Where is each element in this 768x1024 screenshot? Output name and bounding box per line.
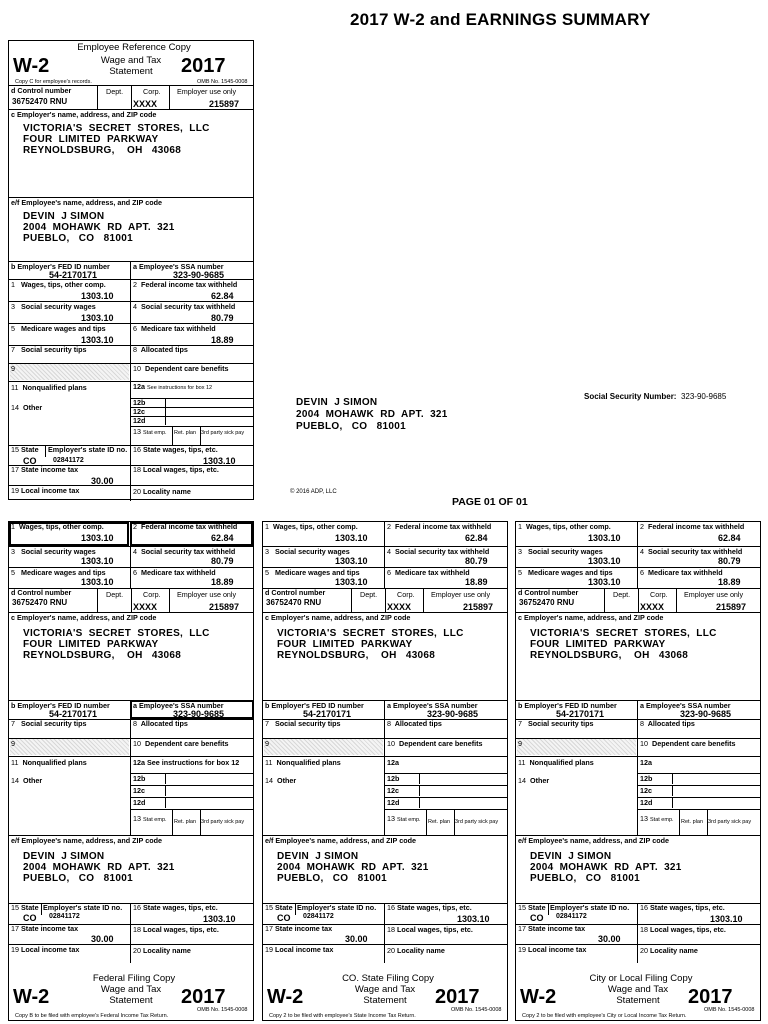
corp-label: Corp.: [397, 590, 415, 599]
w2-state-filing-copy: [262, 521, 508, 1021]
box18-label: 18 Local wages, tips, etc.: [133, 925, 219, 934]
box1-label: 1 Wages, tips, other comp.: [11, 522, 104, 531]
box17-value: 30.00: [91, 476, 114, 486]
state-id-value: 02841172: [556, 913, 587, 920]
copy-title: Employee Reference Copy: [77, 42, 191, 53]
box20-label: 20 Locality name: [133, 487, 191, 496]
box4-label: 4 Social security tax withheld: [640, 547, 743, 556]
ssa-label: a Employee's SSA number: [640, 701, 731, 710]
employee-city: PUEBLO, CO 81001: [277, 873, 387, 884]
copy-title: Federal Filing Copy: [92, 973, 176, 984]
box6-value: 18.89: [211, 335, 234, 345]
employer-name-label: c Employer's name, address, and ZIP code: [11, 110, 157, 119]
state-value: CO: [530, 913, 544, 923]
dept-label: Dept.: [106, 590, 124, 599]
state-id-value: 02841172: [53, 457, 84, 464]
box1-label: 1 Wages, tips, other comp.: [11, 280, 106, 289]
box9-label: 9: [11, 739, 15, 748]
omb-number: OMB No. 1545-0008: [704, 1007, 755, 1013]
box18-label: 18 Local wages, tips, etc.: [640, 925, 726, 934]
wage-tax-statement: Wage and Tax Statement: [607, 984, 669, 1006]
box15-label: 15 State: [265, 903, 293, 912]
box4-value: 80.79: [465, 556, 488, 566]
box12c-label: 12c: [640, 786, 652, 795]
mailing-name: DEVIN J SIMON: [296, 397, 378, 408]
employee-name: DEVIN J SIMON: [23, 211, 105, 222]
box3-label: 3 Social security wages: [518, 547, 603, 556]
employer-use-value: 215897: [463, 602, 494, 612]
box2-value: 62.84: [718, 533, 741, 543]
employer-city: REYNOLDSBURG, OH 43068: [23, 650, 182, 661]
box9-shaded: [10, 739, 129, 755]
employee-street: 2004 MOHAWK RD APT. 321: [23, 862, 175, 873]
box3-label: 3 Social security wages: [11, 302, 96, 311]
control-number-label: d Control number: [11, 86, 72, 95]
employer-use-label: Employer use only: [684, 590, 744, 599]
box12d-label: 12d: [133, 416, 146, 425]
box3-value: 1303.10: [588, 556, 621, 566]
ret-plan-label: Ret. plan: [681, 819, 704, 825]
box16-label: 16 State wages, tips, etc.: [133, 445, 218, 454]
ret-plan-label: Ret. plan: [174, 819, 197, 825]
ssa-label: a Employee's SSA number: [387, 701, 478, 710]
employee-city: PUEBLO, CO 81001: [530, 873, 640, 884]
ssa-label: a Employee's SSA number: [133, 701, 224, 710]
control-number-label: d Control number: [265, 588, 326, 597]
box18-label: 18 Local wages, tips, etc.: [133, 465, 219, 474]
box16-label: 16 State wages, tips, etc.: [133, 903, 218, 912]
box1-value: 1303.10: [588, 533, 621, 543]
box2-label: 2 Federal income tax withheld: [133, 522, 238, 531]
employee-street: 2004 MOHAWK RD APT. 321: [277, 862, 429, 873]
box5-label: 5 Medicare wages and tips: [11, 568, 106, 577]
box3-label: 3 Social security wages: [11, 547, 96, 556]
wage-tax-statement: Wage and Tax Statement: [354, 984, 416, 1006]
control-number-label: d Control number: [11, 588, 72, 597]
control-number: 36752470 RNU: [519, 598, 575, 607]
employer-name: VICTORIA'S SECRET STORES, LLC: [23, 123, 210, 134]
employer-use-value: 215897: [209, 99, 240, 109]
employer-use-value: 215897: [209, 602, 240, 612]
box5-value: 1303.10: [81, 335, 114, 345]
sick-pay-label: 3rd party sick pay: [201, 430, 245, 436]
page-title: 2017 W-2 and EARNINGS SUMMARY: [350, 10, 651, 29]
box17-label: 17 State income tax: [11, 924, 79, 933]
box2-value: 62.84: [465, 533, 488, 543]
box19-label: 19 Local income tax: [518, 945, 587, 954]
box5-value: 1303.10: [335, 577, 368, 587]
form-year: 2017: [435, 986, 480, 1008]
box7-label: 7 Social security tips: [11, 345, 87, 354]
box17-value: 30.00: [598, 934, 621, 944]
box5-label: 5 Medicare wages and tips: [265, 568, 360, 577]
dept-label: Dept.: [360, 590, 378, 599]
box20-label: 20 Locality name: [133, 946, 191, 955]
box12b-label: 12b: [640, 774, 653, 783]
box3-value: 1303.10: [335, 556, 368, 566]
box9-label: 9: [518, 739, 522, 748]
box8-label: 8 Allocated tips: [133, 719, 188, 728]
employer-name-label: c Employer's name, address, and ZIP code: [11, 613, 157, 622]
box9-shaded: [264, 739, 383, 755]
state-id-label: Employer's state ID no.: [48, 445, 128, 454]
employee-city: PUEBLO, CO 81001: [23, 873, 133, 884]
ret-plan-label: Ret. plan: [428, 819, 451, 825]
box12a-label: 12a See instructions for box 12: [133, 382, 213, 391]
employee-street: 2004 MOHAWK RD APT. 321: [530, 862, 682, 873]
box4-label: 4 Social security tax withheld: [387, 547, 490, 556]
box20-label: 20 Locality name: [640, 946, 698, 955]
box19-label: 19 Local income tax: [11, 486, 80, 495]
employer-name-label: c Employer's name, address, and ZIP code: [265, 613, 411, 622]
box7-label: 7 Social security tips: [518, 719, 594, 728]
box14-label: 14 Other: [518, 776, 550, 785]
state-value: CO: [277, 913, 291, 923]
control-number: 36752470 RNU: [266, 598, 322, 607]
box2-label: 2 Federal income tax withheld: [387, 522, 492, 531]
box12a-label: 12a: [387, 758, 399, 767]
form-name: W-2: [13, 986, 50, 1008]
copy-note: Copy C for employee's records.: [15, 79, 92, 85]
box1-label: 1 Wages, tips, other comp.: [518, 522, 611, 531]
box4-label: 4 Social security tax withheld: [133, 302, 236, 311]
w2-local-filing-copy: [515, 521, 761, 1021]
box18-label: 18 Local wages, tips, etc.: [387, 925, 473, 934]
form-name: W-2: [267, 986, 304, 1008]
employee-name-label: e/f Employee's name, address, and ZIP code: [11, 198, 162, 207]
box11-label: 11 Nonqualified plans: [11, 383, 87, 392]
box12b-label: 12b: [133, 774, 146, 783]
mailing-street: 2004 MOHAWK RD APT. 321: [296, 409, 448, 420]
box6-value: 18.89: [465, 577, 488, 587]
box1-value: 1303.10: [335, 533, 368, 543]
form-year: 2017: [688, 986, 733, 1008]
ssa-label: a Employee's SSA number: [133, 262, 224, 271]
box8-label: 8 Allocated tips: [387, 719, 442, 728]
corp-value: XXXX: [640, 602, 665, 612]
box15-label: 15 State: [11, 903, 39, 912]
box7-label: 7 Social security tips: [11, 719, 87, 728]
mailing-city: PUEBLO, CO 81001: [296, 421, 406, 432]
fed-id-label: b Employer's FED ID number: [265, 701, 364, 710]
box1-value: 1303.10: [81, 291, 114, 301]
box6-label: 6 Medicare tax withheld: [133, 568, 216, 577]
fed-id: 54-2170171: [49, 709, 98, 719]
box20-label: 20 Locality name: [387, 946, 445, 955]
employer-street: FOUR LIMITED PARKWAY: [23, 134, 159, 145]
box12b-label: 12b: [387, 774, 400, 783]
corp-label: Corp.: [143, 87, 161, 96]
form-name: W-2: [520, 986, 557, 1008]
employer-street: FOUR LIMITED PARKWAY: [530, 639, 666, 650]
state-id-label: Employer's state ID no.: [297, 903, 377, 912]
box4-value: 80.79: [211, 313, 234, 323]
box12a-label: 12a See instructions for box 12: [133, 758, 240, 767]
copy-note: Copy 2 to be filed with employee's State Income Tax Return.: [269, 1013, 416, 1019]
corp-value: XXXX: [387, 602, 412, 612]
ssn-line: Social Security Number: 323-90-9685: [584, 392, 727, 401]
box12b-label: 12b: [133, 398, 146, 407]
sick-pay-label: 3rd party sick pay: [201, 819, 245, 825]
box17-label: 17 State income tax: [265, 924, 333, 933]
box8-label: 8 Allocated tips: [133, 345, 188, 354]
box17-label: 17 State income tax: [518, 924, 586, 933]
employee-name: DEVIN J SIMON: [23, 851, 105, 862]
control-number: 36752470 RNU: [12, 598, 68, 607]
w2-federal-filing-copy: [8, 521, 254, 1021]
box3-value: 1303.10: [81, 313, 114, 323]
copy-note: Copy 2 to be filed with employee's City or Local Income Tax Return.: [522, 1013, 687, 1019]
box11-label: 11 Nonqualified plans: [265, 758, 341, 767]
box10-label: 10 Dependent care benefits: [133, 739, 229, 748]
box11-label: 11 Nonqualified plans: [518, 758, 594, 767]
box6-label: 6 Medicare tax withheld: [133, 324, 216, 333]
w2-employee-reference-copy: [8, 40, 254, 500]
box9-label: 9: [265, 739, 269, 748]
fed-id: 54-2170171: [556, 709, 605, 719]
employer-use-value: 215897: [716, 602, 747, 612]
omb-number: OMB No. 1545-0008: [197, 1007, 248, 1013]
employer-city: REYNOLDSBURG, OH 43068: [23, 145, 182, 156]
box16-label: 16 State wages, tips, etc.: [387, 903, 472, 912]
box2-value: 62.84: [211, 291, 234, 301]
employer-name: VICTORIA'S SECRET STORES, LLC: [23, 628, 210, 639]
box9-label: 9: [11, 364, 15, 373]
control-number: 36752470 RNU: [12, 97, 68, 106]
box14-label: 14 Other: [265, 776, 297, 785]
employee-name: DEVIN J SIMON: [277, 851, 359, 862]
employer-use-label: Employer use only: [431, 590, 491, 599]
wage-tax-statement: Wage and Tax Statement: [100, 55, 162, 77]
copy-title: City or Local Filing Copy: [589, 973, 693, 984]
box10-label: 10 Dependent care benefits: [640, 739, 736, 748]
box16-value: 1303.10: [203, 456, 236, 466]
box13-label: 13 Stat emp.: [133, 814, 167, 823]
box10-label: 10 Dependent care benefits: [133, 364, 229, 373]
box17-value: 30.00: [91, 934, 114, 944]
box6-label: 6 Medicare tax withheld: [640, 568, 723, 577]
form-year: 2017: [181, 986, 226, 1008]
box16-label: 16 State wages, tips, etc.: [640, 903, 725, 912]
form-name: W-2: [13, 55, 50, 77]
box16-value: 1303.10: [457, 914, 490, 924]
ssa-number: 323-90-9685: [173, 270, 225, 280]
corp-label: Corp.: [650, 590, 668, 599]
box2-label: 2 Federal income tax withheld: [133, 280, 238, 289]
sick-pay-label: 3rd party sick pay: [708, 819, 752, 825]
box3-label: 3 Social security wages: [265, 547, 350, 556]
ssa-number: 323-90-9685: [173, 709, 225, 719]
box19-label: 19 Local income tax: [265, 945, 334, 954]
form-year: 2017: [181, 55, 226, 77]
box5-label: 5 Medicare wages and tips: [11, 324, 106, 333]
box12a-label: 12a: [640, 758, 652, 767]
corp-label: Corp.: [143, 590, 161, 599]
corp-value: XXXX: [133, 99, 158, 109]
fed-id-label: b Employer's FED ID number: [11, 262, 110, 271]
corp-value: XXXX: [133, 602, 158, 612]
employer-street: FOUR LIMITED PARKWAY: [23, 639, 159, 650]
box1-label: 1 Wages, tips, other comp.: [265, 522, 358, 531]
employee-name: DEVIN J SIMON: [530, 851, 612, 862]
box13-label: 13 Stat emp.: [387, 814, 421, 823]
employer-city: REYNOLDSBURG, OH 43068: [277, 650, 436, 661]
box6-value: 18.89: [718, 577, 741, 587]
employee-name-label: e/f Employee's name, address, and ZIP code: [518, 836, 669, 845]
employer-name: VICTORIA'S SECRET STORES, LLC: [530, 628, 717, 639]
box17-label: 17 State income tax: [11, 465, 79, 474]
employer-city: REYNOLDSBURG, OH 43068: [530, 650, 689, 661]
employer-street: FOUR LIMITED PARKWAY: [277, 639, 413, 650]
employee-name-label: e/f Employee's name, address, and ZIP code: [265, 836, 416, 845]
ret-plan-label: Ret. plan: [174, 430, 197, 436]
wage-tax-statement: Wage and Tax Statement: [100, 984, 162, 1006]
box12d-label: 12d: [133, 798, 146, 807]
copyright: © 2016 ADP, LLC: [290, 489, 337, 495]
box13-label: 13 Stat emp.: [640, 814, 674, 823]
state-id-label: Employer's state ID no.: [43, 903, 123, 912]
state-id-value: 02841172: [303, 913, 334, 920]
box9-shaded: [10, 364, 129, 380]
box15-label: 15 State: [518, 903, 546, 912]
box6-value: 18.89: [211, 577, 234, 587]
box4-value: 80.79: [718, 556, 741, 566]
dept-label: Dept.: [106, 87, 124, 96]
box11-label: 11 Nonqualified plans: [11, 758, 87, 767]
copy-title: CO. State Filing Copy: [342, 973, 434, 984]
box2-label: 2 Federal income tax withheld: [640, 522, 745, 531]
state-id-label: Employer's state ID no.: [550, 903, 630, 912]
state-value: CO: [23, 913, 37, 923]
state-id-value: 02841172: [49, 913, 80, 920]
fed-id: 54-2170171: [49, 270, 98, 280]
box13-label: 13 Stat emp.: [133, 427, 167, 436]
box10-label: 10 Dependent care benefits: [387, 739, 483, 748]
employer-use-label: Employer use only: [177, 590, 237, 599]
box4-value: 80.79: [211, 556, 234, 566]
box5-label: 5 Medicare wages and tips: [518, 568, 613, 577]
copy-note: Copy B to be filed with employee's Federal Income Tax Return.: [15, 1013, 169, 1019]
box12d-label: 12d: [640, 798, 653, 807]
omb-number: OMB No. 1545-0008: [197, 79, 248, 85]
box16-value: 1303.10: [203, 914, 236, 924]
employer-name: VICTORIA'S SECRET STORES, LLC: [277, 628, 464, 639]
ssa-number: 323-90-9685: [680, 709, 732, 719]
employer-name-label: c Employer's name, address, and ZIP code: [518, 613, 664, 622]
box16-value: 1303.10: [710, 914, 743, 924]
box7-label: 7 Social security tips: [265, 719, 341, 728]
omb-number: OMB No. 1545-0008: [451, 1007, 502, 1013]
state-value: CO: [23, 456, 37, 466]
fed-id-label: b Employer's FED ID number: [11, 701, 110, 710]
fed-id-label: b Employer's FED ID number: [518, 701, 617, 710]
page-number: PAGE 01 OF 01: [452, 496, 528, 508]
ssa-number: 323-90-9685: [427, 709, 479, 719]
employer-use-label: Employer use only: [177, 87, 237, 96]
box8-label: 8 Allocated tips: [640, 719, 695, 728]
box14-label: 14 Other: [11, 776, 43, 785]
box15-label: 15 State: [11, 445, 39, 454]
fed-id: 54-2170171: [303, 709, 352, 719]
box19-label: 19 Local income tax: [11, 945, 80, 954]
box3-value: 1303.10: [81, 556, 114, 566]
box14-label: 14 Other: [11, 403, 43, 412]
box12c-label: 12c: [387, 786, 399, 795]
box5-value: 1303.10: [588, 577, 621, 587]
sick-pay-label: 3rd party sick pay: [455, 819, 499, 825]
employee-city: PUEBLO, CO 81001: [23, 233, 133, 244]
box17-value: 30.00: [345, 934, 368, 944]
box9-shaded: [517, 739, 636, 755]
employee-name-label: e/f Employee's name, address, and ZIP code: [11, 836, 162, 845]
box5-value: 1303.10: [81, 577, 114, 587]
box6-label: 6 Medicare tax withheld: [387, 568, 470, 577]
box1-value: 1303.10: [81, 533, 114, 543]
box4-label: 4 Social security tax withheld: [133, 547, 236, 556]
dept-label: Dept.: [613, 590, 631, 599]
employee-street: 2004 MOHAWK RD APT. 321: [23, 222, 175, 233]
box12c-label: 12c: [133, 786, 145, 795]
control-number-label: d Control number: [518, 588, 579, 597]
box12c-label: 12c: [133, 407, 145, 416]
box2-value: 62.84: [211, 533, 234, 543]
box12d-label: 12d: [387, 798, 400, 807]
